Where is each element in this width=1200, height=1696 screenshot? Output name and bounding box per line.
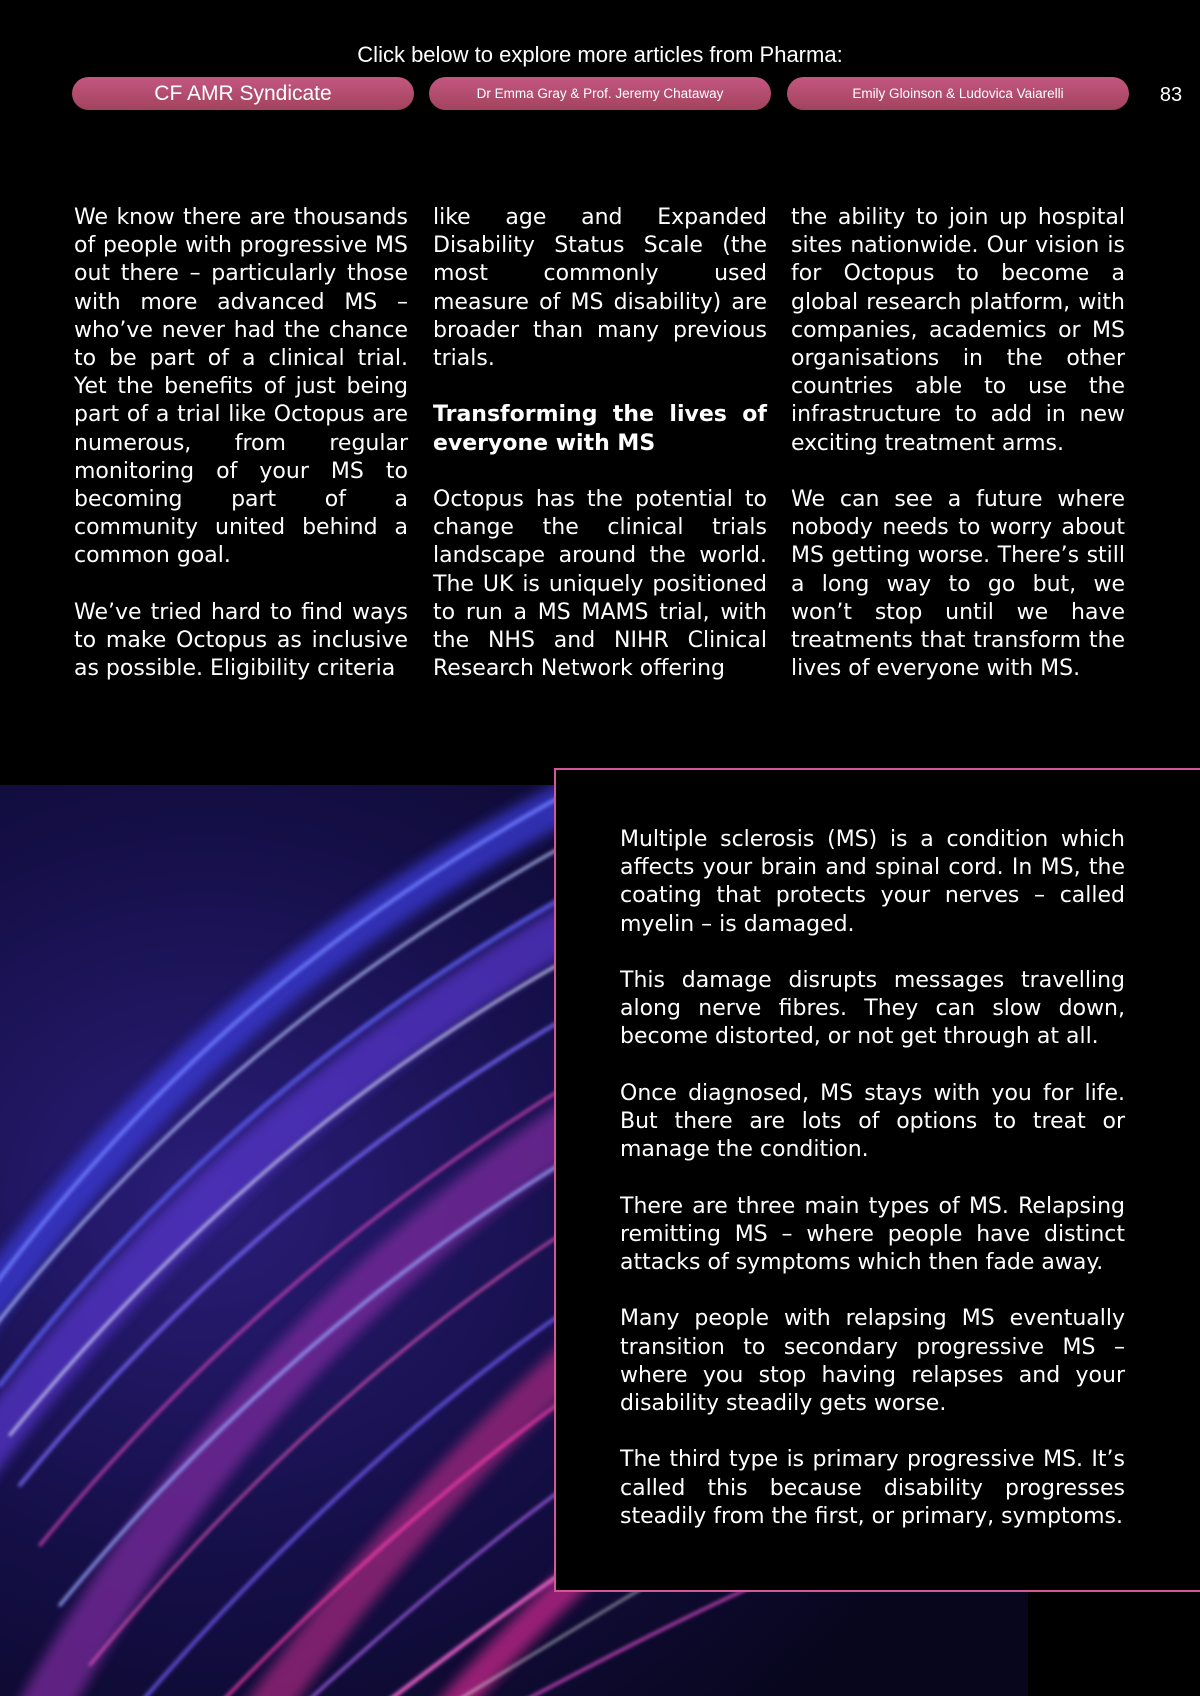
info-paragraph: Once diagnosed, MS stays with you for life. But there are lots of options to treat or manage the condition.	[620, 1080, 1125, 1163]
info-paragraph: There are three main types of MS. Relapsing remitting MS – where people have distinct attacks of symptoms which then fade away.	[620, 1193, 1125, 1275]
article-paragraph: Octopus has the potential to change the clinical trials landscape around the world. The UK is uniquely positioned to run a MS MAMS trial, with the NHS and NIHR Clinical Research Network offering	[433, 487, 767, 682]
article-column-3	[791, 204, 1125, 712]
section-heading: Transforming the lives of everyone with MS	[433, 402, 767, 456]
info-paragraph: Many people with relapsing MS eventually transition to secondary progressive MS – where you stop having relapses and your disability steadily gets worse.	[620, 1306, 1125, 1416]
article-paragraph: like age and Expanded Disability Status Scale (the most commonly used measure of MS disability) are broader than many previous trials.	[433, 205, 767, 372]
ms-info-box	[554, 768, 1200, 1592]
article-column-2	[433, 204, 767, 712]
info-paragraph: Multiple sclerosis (MS) is a condition which affects your brain and spinal cord. In MS, the coating that protects your nerves – called myelin – is damaged.	[620, 827, 1125, 937]
article-paragraph: the ability to join up hospital sites nationwide. Our vision is for Octopus to become a global research platform, with companies, academics or MS organisations in the other countries able to use the infrastructure to add in new exciting treatment arms.	[791, 205, 1125, 456]
article-paragraph: We’ve tried hard to find ways to make Octopus as inclusive as possible. Eligibility criteria	[74, 599, 408, 682]
ms-info-text	[620, 826, 1125, 1559]
info-paragraph: The third type is primary progressive MS. It’s called this because disability progresses steadily from the first, or primary, symptoms.	[620, 1447, 1125, 1529]
article-link-cf-amr-syndicate[interactable]: CF AMR Syndicate	[72, 77, 414, 110]
article-link-gray-chataway[interactable]: Dr Emma Gray & Prof. Jeremy Chataway	[429, 77, 771, 110]
article-column-1	[74, 204, 408, 712]
article-link-gloinson-vaiarelli[interactable]: Emily Gloinson & Ludovica Vaiarelli	[787, 77, 1129, 110]
nav-caption: Click below to explore more articles from Pharma:	[357, 42, 843, 67]
page-number: 83	[1159, 84, 1183, 106]
article-paragraph: We can see a future where nobody needs to worry about MS getting worse. There’s still a long way to go but, we won’t stop until we have treatments that transform the lives of everyone with MS.	[791, 487, 1125, 682]
article-paragraph: We know there are thousands of people with progressive MS out there – particularly those with more advanced MS – who’ve never had the chance to be part of a clinical trial. Yet the benefits of just being part of a trial like Octopus are numerous, from regular monitoring of your MS to becoming part of a community united behind a common goal.	[74, 205, 408, 569]
info-paragraph: This damage disrupts messages travelling along nerve fibres. They can slow down, become distorted, or not get through at all.	[620, 968, 1125, 1050]
